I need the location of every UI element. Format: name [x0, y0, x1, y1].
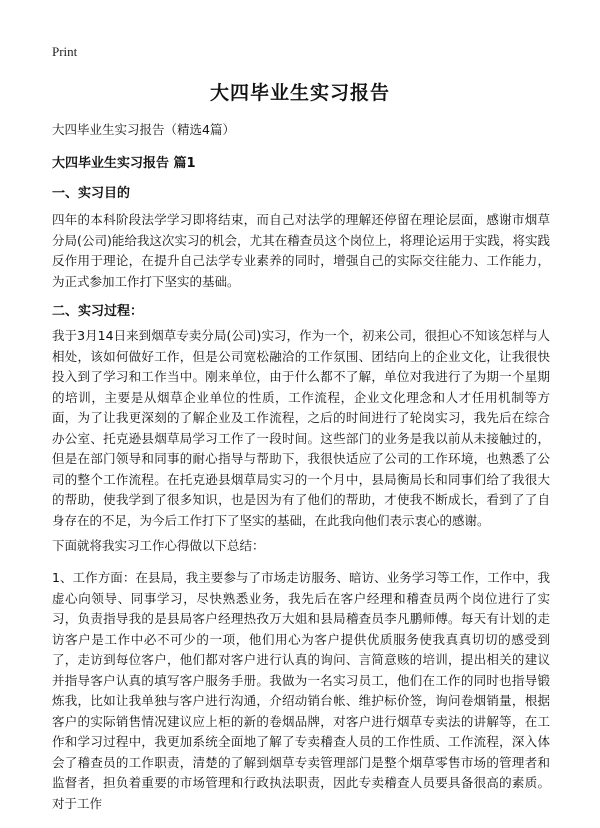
print-link[interactable]: Print: [52, 44, 78, 59]
part-title: 大四毕业生实习报告 篇1: [52, 156, 196, 171]
section-heading-process: 二、实习过程：: [52, 304, 144, 319]
paragraph-work-aspect: 1、工作方面：在县局，我主要参与了市场走访服务、暗访、业务学习等工作，工作中，我虚心向领导、同事学习，尽快熟悉业务，我先后在客户经理和稽查员两个岗位进行了实习，负责指导我的是县局客户经理热孜万大姐和县局稽查员李凡鹏师傅。每天有计划的走访客户是工作中必不可少的一项，他们用心为客户提供优质服务使我真真切切的感受到了，走访到每位客户，他们都对客户进行认真的询问、言简意赅的培训，提出相关的建议并指导客户认真的填写客户服务手册。我做为一名实习员工，他们在工作的同时也指导锻炼我，比如让我单独与客户进行沟通，介绍动销台帐、维护标价签，询问卷烟销量，根据客户的实际销售情况建议应上柜的新的卷烟品牌，对客户进行烟草专卖法的讲解等，在工作和学习过程中，我更加系统全面地了解了专卖稽查人员的工作性质、工作流程，深入体会了稽查员的工作职责，清楚的了解到烟草专卖管理部门是整个烟草零售市场的管理者和监督者，担负着重要的市场管理和行政执法职责，因此专卖稽查人员要具备很高的素质。对于工作: [52, 570, 550, 811]
section-heading-purpose: 一、实习目的: [52, 186, 131, 201]
paragraph-process: 我于3月14日来到烟草专卖分局(公司)实习，作为一个，初来公司，很担心不知该怎样与人相处，该如何做好工作，但是公司宽松融洽的工作氛围、团结向上的企业文化，让我很快投入到了学习和工作当中。刚来单位，由于什么都不了解，单位对我进行了为期一个星期的培训，主要是从烟草企业单位的性质，工作流程，企业文化理念和人才任用机制等方面，为了让我更深刻的了解企业及工作流程，之后的时间进行了轮岗实习，我先后在综合办公室、托克逊县烟草局学习工作了一段时间。这些部门的业务是我以前从未接触过的，但是在部门领导和同事的耐心指导与帮助下，我很快适应了公司的工作环境，也熟悉了公司的整个工作流程。在托克逊县烟草局实习的一个月中，县局衡局长和同事们给了我很大的帮助，使我学到了很多知识，也是因为有了他们的帮助，才使我不断成长，看到了了自身存在的不足，为今后工作打下了坚实的基础，在此我向他们表示衷心的感谢。: [52, 328, 550, 528]
paragraph-purpose: 四年的本科阶段法学学习即将结束，而自己对法学的理解还停留在理论层面，感谢市烟草分局(公司)能给我这次实习的机会，尤其在稽查员这个岗位上，将理论运用于实践，将实践反作用于理论，在提升自己法学专业素养的同时，增强自己的实际交往能力、工作能力，为正式参加工作打下坚实的基础。: [52, 212, 550, 289]
paragraph-summary-intro: 下面就将我实习工作心得做以下总结：: [52, 538, 265, 553]
document-subtitle: 大四毕业生实习报告（精选4篇）: [52, 122, 235, 137]
page-title: 大四毕业生实习报告: [209, 82, 390, 104]
